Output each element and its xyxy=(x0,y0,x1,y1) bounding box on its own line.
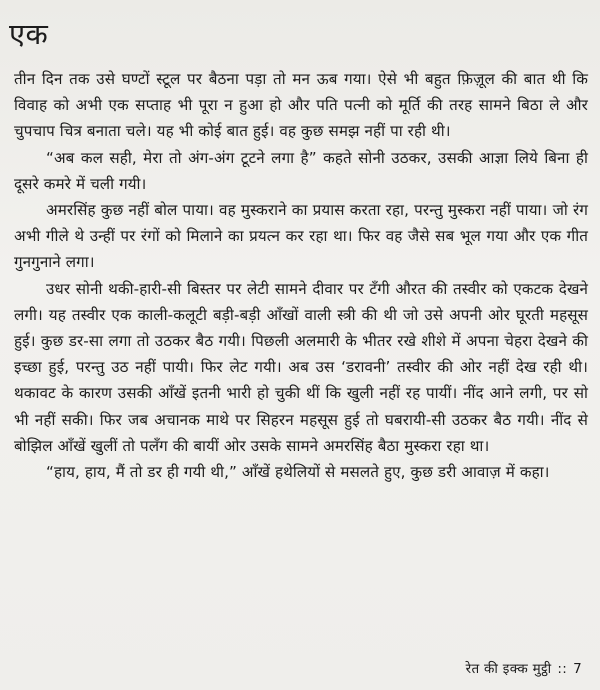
chapter-title: एक xyxy=(9,17,49,51)
paragraph: अमरसिंह कुछ नहीं बोल पाया। वह मुस्कराने का प्रयास करता रहा, परन्तु मुस्करा नहीं पाया। जो रंग अभी गीले थे उन्हीं पर रंगों को मिलाने का प्रयत्न कर रहा था। फिर वह जैसे सब भूल गया और एक गीत गुनगुनाने लगा। xyxy=(14,201,588,272)
paragraph: “हाय, हाय, मैं तो डर ही गयी थी,” आँखें हथेलियों से मसलते हुए, कुछ डरी आवाज़ में कहा। xyxy=(46,463,550,482)
paragraph: “अब कल सही, मेरा तो अंग-अंग टूटने लगा है” कहते सोनी उठकर, उसकी आज्ञा लिये बिना ही दूसरे कमरे में चली गयी। xyxy=(14,148,588,193)
paragraph: उधर सोनी थकी-हारी-सी बिस्तर पर लेटी सामने दीवार पर टँगी औरत की तस्वीर को एकटक देखने लगी। यह तस्वीर एक काली-कलूटी बड़ी-बड़ी आँखों वाली स्त्री की थी जो उसे अपनी ओर घूरती महसूस हुई। कुछ डर-सा लगा तो उठकर बैठ गयी। पिछली अलमारी के भीतर रखे शीशे में अपना चेहरा देखने की इच्छा हुई, परन्तु उठ नहीं पायी। फिर लेट गयी। अब उस ‘डरावनी’ तस्वीर की ओर नहीं देख रही थी। थकावट के कारण उसकी आँखें इतनी भारी हो चुकी थीं कि खुली नहीं रह पायीं। नींद आने लगी, पर सो भी नहीं सकी। फिर जब अचानक माथे पर सिहरन महसूस हुई तो घबरायी-सी उठकर बैठ गयी। नींद से बोझिल आँखें खुलीं तो पलँग की बायीं ओर उसके सामने अमरसिंह बैठा मुस्करा रहा था। xyxy=(14,279,588,455)
footer-separator: :: xyxy=(557,661,568,677)
paragraph: तीन दिन तक उसे घण्टों स्टूल पर बैठना पड़ा तो मन ऊब गया। ऐसे भी बहुत फ़िज़ूल की बात थी कि विवाह को अभी एक सप्ताह भी पूरा न हुआ हो और पति पत्नी को मूर्ति की तरह सामने बिठा ले और चुपचाप चित्र बनाता चले। यह भी कोई बात हुई। वह कुछ समझ नहीं पा रही थी। xyxy=(14,70,588,141)
page-footer xyxy=(466,659,582,679)
page-number: 7 xyxy=(573,661,582,677)
running-book-title: रेत की इक्क मुट्ठी xyxy=(465,661,552,677)
chapter-body xyxy=(14,66,588,485)
